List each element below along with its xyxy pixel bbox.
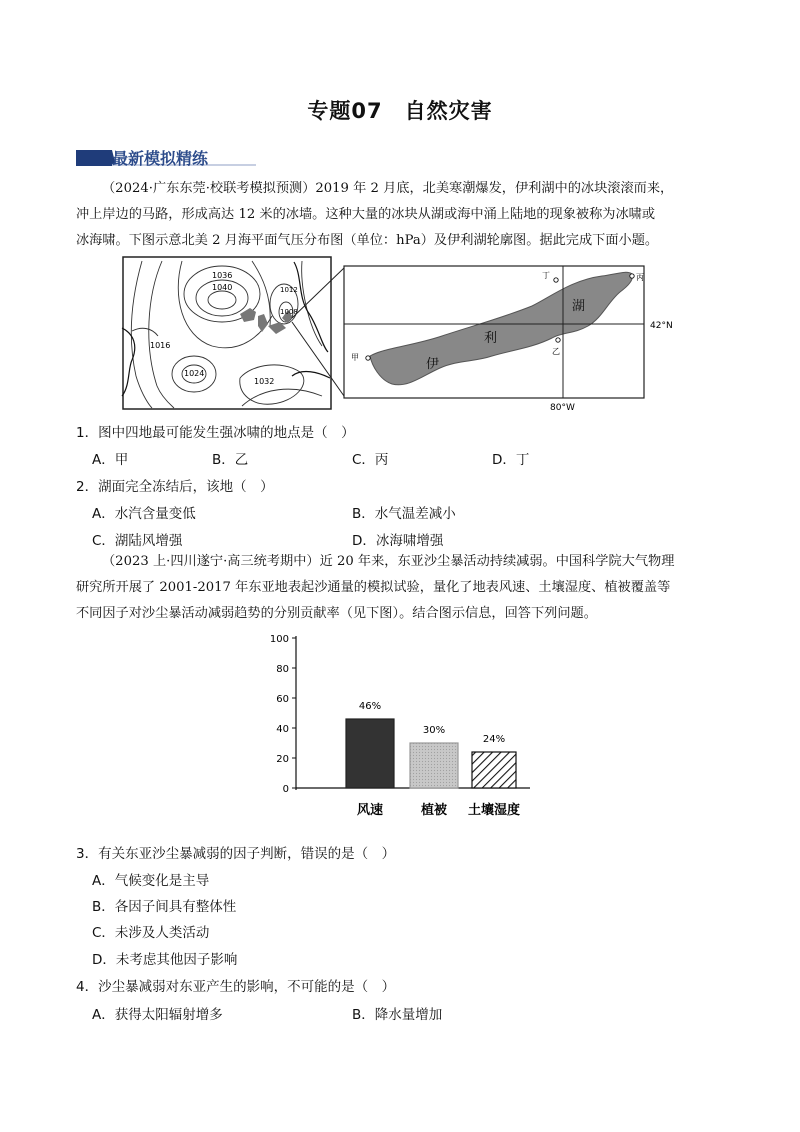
- category-label: 风速: [356, 803, 384, 818]
- question-1-option-d[interactable]: D．丁: [492, 452, 530, 468]
- bar-1: [410, 743, 458, 788]
- passage-1-line: （2024·广东东莞·校联考模拟预测）2019 年 2 月底，北美寒潮爆发，伊利湖中的冰块滚滚而来，: [102, 181, 674, 196]
- isobar-label: 1036: [212, 271, 233, 280]
- point-label: 丁: [542, 271, 550, 280]
- isobar-label: 1012: [280, 286, 298, 294]
- question-4-option-a[interactable]: A．获得太阳辐射增多: [92, 1007, 223, 1023]
- figure-pressure-map-and-lake: [122, 256, 673, 414]
- point-bing-marker: [630, 274, 634, 278]
- isobar-label: 1032: [254, 377, 275, 386]
- y-tick-label: 80: [276, 664, 289, 675]
- lake-char: 伊: [426, 357, 440, 372]
- question-2-option-b[interactable]: B．水气温差减小: [352, 506, 456, 522]
- bar-value-label: 24%: [482, 734, 506, 745]
- y-tick-label: 0: [282, 784, 289, 795]
- lake-char: 利: [484, 331, 498, 346]
- y-tick-label: 60: [276, 694, 289, 705]
- question-2-option-a[interactable]: A．水汽含量变低: [92, 506, 196, 522]
- point-yi-marker: [556, 338, 560, 342]
- passage-2-line: （2023 上·四川遂宁·高三统考期中）近 20 年来，东亚沙尘暴活动持续减弱。中国科学院大气物理: [102, 554, 675, 569]
- point-label: 丙: [636, 273, 644, 282]
- y-tick-label: 100: [269, 634, 289, 645]
- isobar-label: 1008: [280, 308, 298, 316]
- passage-1: [76, 176, 726, 254]
- question-3-option-b[interactable]: B．各因子间具有整体性: [92, 899, 237, 915]
- question-3-option-a[interactable]: A．气候变化是主导: [92, 873, 210, 889]
- isobar-label: 1024: [184, 369, 205, 378]
- isobar-label: 1040: [212, 283, 233, 292]
- isobar-label: 1016: [150, 341, 171, 350]
- bar-value-label: 46%: [358, 701, 382, 712]
- longitude-label: 80°W: [550, 403, 575, 413]
- category-label: 土壤湿度: [467, 803, 521, 818]
- point-label: 甲: [351, 353, 359, 362]
- point-jia-marker: [366, 356, 370, 360]
- passage-2-line: 不同因子对沙尘暴活动减弱趋势的分别贡献率（见下图）。结合图示信息，回答下列问题。: [76, 606, 597, 621]
- section-banner-title: 最新模拟精练: [112, 149, 209, 168]
- page-title: 专题07 自然灾害: [307, 99, 493, 123]
- point-label: 乙: [552, 347, 560, 356]
- passage-2: [76, 549, 726, 627]
- y-tick-label: 20: [276, 754, 289, 765]
- question-3-option-d[interactable]: D．未考虑其他因子影响: [92, 952, 238, 968]
- passage-1-line: 冰海啸。下图示意北美 2 月海平面气压分布图（单位：hPa）及伊利湖轮廓图。据此完成下面小题。: [76, 233, 659, 248]
- passage-1-line: 冲上岸边的马路，形成高达 12 米的冰墙。这种大量的冰块从湖或海中涌上陆地的现象被称为冰啸或: [76, 207, 656, 222]
- question-1-option-a[interactable]: A．甲: [92, 452, 129, 468]
- question-4-option-b[interactable]: B．降水量增加: [352, 1007, 443, 1023]
- y-tick-label: 40: [276, 724, 289, 735]
- question-1-stem: 1．图中四地最可能发生强冰啸的地点是（ ）: [76, 425, 355, 441]
- question-3-option-c[interactable]: C．未涉及人类活动: [92, 925, 210, 941]
- question-3-stem: 3．有关东亚沙尘暴减弱的因子判断，错误的是（ ）: [76, 846, 396, 862]
- bar-value-label: 30%: [422, 725, 446, 736]
- question-2-option-d[interactable]: D．冰海啸增强: [352, 533, 444, 549]
- bar-2: [472, 752, 516, 788]
- question-2-stem: 2．湖面完全冻结后，该地（ ）: [76, 479, 274, 495]
- passage-2-line: 研究所开展了 2001-2017 年东亚地表起沙通量的模拟试验，量化了地表风速、土壤湿度、植被覆盖等: [76, 580, 671, 595]
- question-1-option-c[interactable]: C．丙: [352, 452, 389, 468]
- point-ding-marker: [554, 278, 558, 282]
- question-4-stem: 4．沙尘暴减弱对东亚产生的影响，不可能的是（ ）: [76, 979, 396, 995]
- question-2-option-c[interactable]: C．湖陆风增强: [92, 533, 183, 549]
- question-1-option-b[interactable]: B．乙: [212, 452, 249, 468]
- bar-chart-contribution: [268, 628, 538, 824]
- lake-char: 湖: [572, 299, 586, 314]
- bar-0: [346, 719, 394, 788]
- latitude-label: 42°N: [650, 321, 673, 331]
- category-label: 植被: [420, 803, 448, 818]
